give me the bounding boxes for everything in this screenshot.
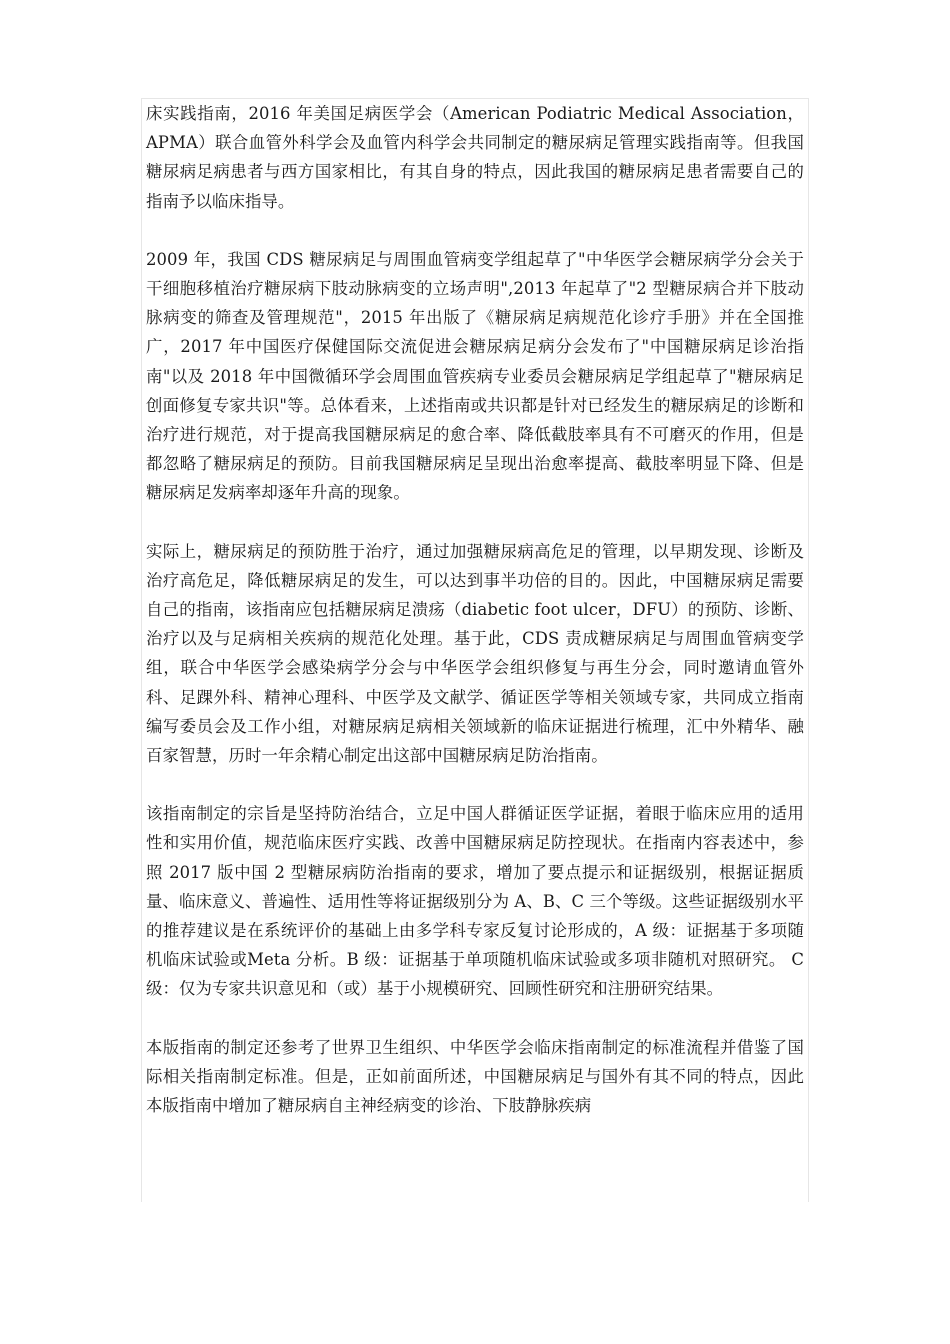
paragraph-3: 实际上，糖尿病足的预防胜于治疗，通过加强糖尿病高危足的管理，以早期发现、诊断及治疗高危足，降低糖尿病足的发生，可以达到事半功倍的目的。因此，中国糖尿病足需要自己的指南，该指南应包括糖尿病足溃疡（diabetic foot ulcer，DFU）的预防、诊断、治疗以及与足病相关疾病的规范化处理。基于此，CDS 责成糖尿病足与周围血管病变学组，联合中华医学会感染病学分会与中华医学会组织修复与再生分会，同时邀请血管外科、足踝外科、精神心理科、中医学及文献学、循证医学等相关领域专家，共同成立指南编写委员会及工作小组，对糖尿病足病相关领域新的临床证据进行梳理，汇中外精华、融百家智慧，历时一年余精心制定出这部中国糖尿病足防治指南。: [146, 541, 804, 766]
paragraph-spacer: [142, 508, 808, 537]
paragraph-spacer: [142, 216, 808, 245]
paragraph-4: 该指南制定的宗旨是坚持防治结合，立足中国人群循证医学证据，着眼于临床应用的适用性和实用价值，规范临床医疗实践、改善中国糖尿病足防控现状。在指南内容表述中，参照 2017 版中国 2 型糖尿病防治指南的要求，增加了要点提示和证据级别，根据证据质量、临床意义、普遍性、适用性等将证据级别分为 A、B、C 三个等级。这些证据级别水平的推荐建议是在系统评价的基础上由多学科专家反复讨论形成的，A 级：证据基于多项随机临床试验或Meta 分析。B 级：证据基于单项随机临床试验或多项非随机对照研究。 C 级：仅为专家共识意见和（或）基于小规模研究、回顾性研究和注册研究结果。: [146, 804, 804, 999]
paragraph-2: 2009 年，我国 CDS 糖尿病足与周围血管病变学组起草了"中华医学会糖尿病学分会关于干细胞移植治疗糖尿病下肢动脉病变的立场声明",2013 年起草了"2 型糖尿病合并下肢动脉病变的筛查及管理规范"，2015 年出版了《糖尿病足病规范化诊疗手册》并在全国推广，2017 年中国医疗保健国际交流促进会糖尿病足病分会发布了"中国糖尿病足诊治指南"以及 2018 年中国微循环学会周围血管疾病专业委员会糖尿病足学组起草了"糖尿病足创面修复专家共识"等。总体看来，上述指南或共识都是针对已经发生的糖尿病足的诊断和治疗进行规范，对于提高我国糖尿病足的愈合率、降低截肢率具有不可磨灭的作用，但是都忽略了糖尿病足的预防。目前我国糖尿病足呈现出治愈率提高、截肢率明显下降、但是糖尿病足发病率却逐年升高的现象。: [146, 249, 804, 503]
paragraph-1: 床实践指南，2016 年美国足病医学会（American Podiatric Medical Association，APMA）联合血管外科学会及血管内科学会共同制定的糖尿病足管理实践指南等。但我国糖尿病足病患者与西方国家相比，有其自身的特点，因此我国的糖尿病足患者需要自己的指南予以临床指导。: [146, 104, 804, 211]
paragraph-spacer: [142, 1004, 808, 1033]
paragraph-spacer: [142, 770, 808, 799]
paragraph-5: 本版指南的制定还参考了世界卫生组织、中华医学会临床指南制定的标准流程并借鉴了国际相关指南制定标准。但是，正如前面所述，中国糖尿病足与国外有其不同的特点，因此本版指南中增加了糖尿病自主神经病变的诊治、下肢静脉疾病: [146, 1037, 804, 1116]
document-page: [141, 98, 809, 1202]
